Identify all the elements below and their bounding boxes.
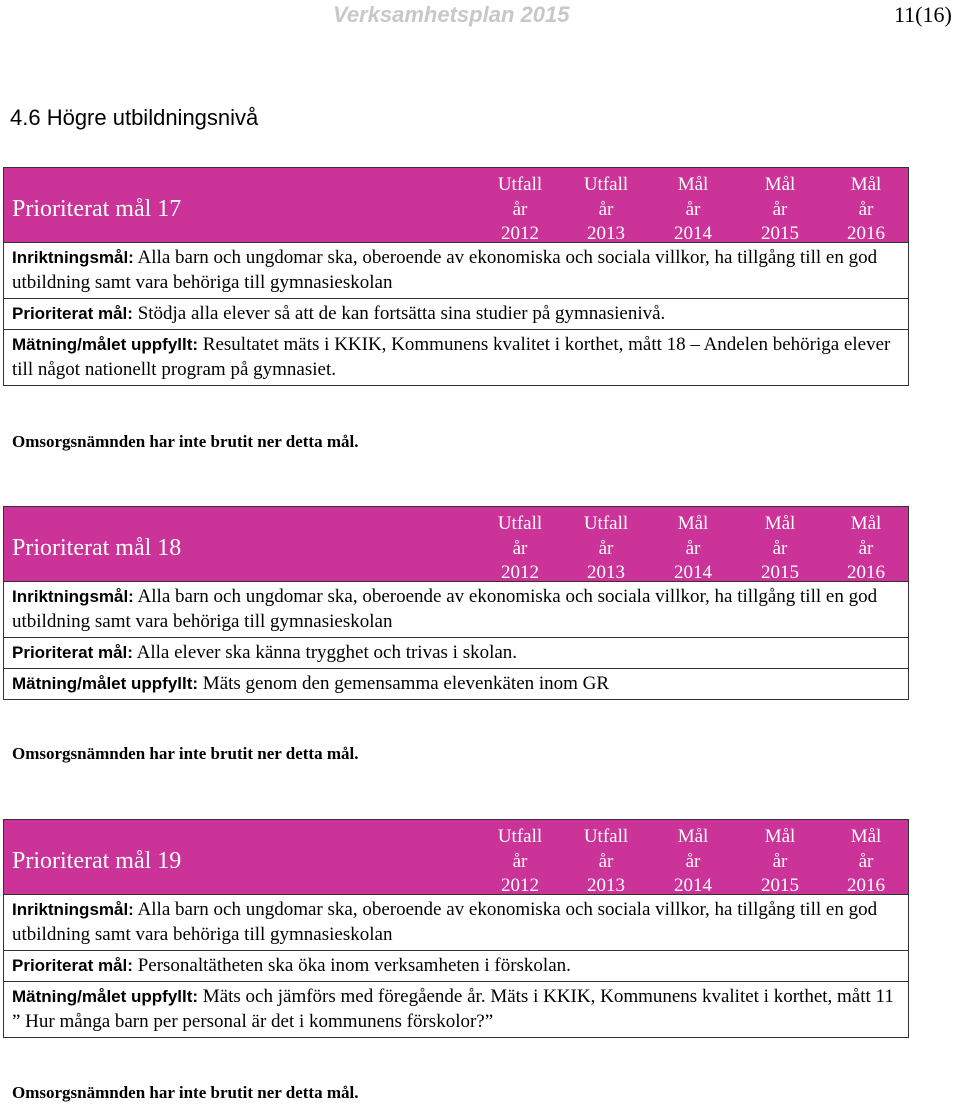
goal-header bbox=[4, 507, 908, 582]
inriktningsmal-row: Inriktningsmål: Alla barn och ungdomar ska, oberoende av ekonomiska och sociala villkor, ha tillgång till en god utbildning samt vara behöriga till gymnasieskolan bbox=[4, 243, 908, 299]
column-header: Utfall år 2013 bbox=[583, 174, 629, 244]
goal-table-19 bbox=[3, 819, 909, 1038]
goal-header bbox=[4, 820, 908, 895]
inriktningsmal-row: Inriktningsmål: Alla barn och ungdomar ska, oberoende av ekonomiska och sociala villkor, ha tillgång till en god utbildning samt vara behöriga till gymnasieskolan bbox=[4, 582, 908, 638]
goal-table-18 bbox=[3, 506, 909, 700]
column-header: Mål år 2014 bbox=[674, 826, 712, 896]
goal-table-17 bbox=[3, 167, 909, 386]
goal-note: Omsorgsnämnden har inte brutit ner detta mål. bbox=[12, 1083, 359, 1102]
column-header: Mål år 2015 bbox=[761, 513, 799, 583]
matning-row: Mätning/målet uppfyllt: Mäts och jämförs med föregående år. Mäts i KKIK, Kommunens kvalitet i korthet, mått 11 ” Hur många barn per personal är det i kommunens förskolor?” bbox=[12, 986, 894, 1032]
column-header: Utfall år 2012 bbox=[497, 174, 543, 244]
matning-row: Mätning/målet uppfyllt: Resultatet mäts i KKIK, Kommunens kvalitet i korthet, mått 18 – Andelen behöriga elever till något nationellt program på gymnasiet. bbox=[12, 334, 891, 380]
column-header: Utfall år 2013 bbox=[583, 513, 629, 583]
document-header-title: Verksamhetsplan 2015 bbox=[333, 2, 570, 27]
prioriterat-mal-row: Prioriterat mål: Stödja alla elever så att de kan fortsätta sina studier på gymnasienivå. bbox=[4, 299, 908, 330]
section-heading: 4.6 Högre utbildningsnivå bbox=[10, 105, 259, 130]
column-header: Utfall år 2013 bbox=[583, 826, 629, 896]
column-header: Mål år 2015 bbox=[761, 174, 799, 244]
column-header: Utfall år 2012 bbox=[497, 826, 543, 896]
goal-title: Prioriterat mål 18 bbox=[12, 535, 182, 561]
goal-note: Omsorgsnämnden har inte brutit ner detta mål. bbox=[12, 744, 359, 763]
column-header: Mål år 2016 bbox=[847, 826, 885, 896]
matning-row: Mätning/målet uppfyllt: Mäts genom den gemensamma elevenkäten inom GR bbox=[12, 673, 610, 694]
column-header: Utfall år 2012 bbox=[497, 513, 543, 583]
column-header: Mål år 2016 bbox=[847, 513, 885, 583]
goal-title: Prioriterat mål 19 bbox=[12, 848, 182, 874]
column-header: Mål år 2016 bbox=[847, 174, 885, 244]
column-header: Mål år 2015 bbox=[761, 826, 799, 896]
column-header: Mål år 2014 bbox=[674, 174, 712, 244]
page-number: 11(16) bbox=[894, 2, 952, 27]
goal-note: Omsorgsnämnden har inte brutit ner detta mål. bbox=[12, 432, 359, 451]
prioriterat-mal-row: Prioriterat mål: Alla elever ska känna trygghet och trivas i skolan. bbox=[4, 638, 908, 669]
goal-header bbox=[4, 168, 908, 243]
goal-title: Prioriterat mål 17 bbox=[12, 196, 182, 222]
column-header: Mål år 2014 bbox=[674, 513, 712, 583]
inriktningsmal-row: Inriktningsmål: Alla barn och ungdomar ska, oberoende av ekonomiska och sociala villkor, ha tillgång till en god utbildning samt vara behöriga till gymnasieskolan bbox=[4, 895, 908, 951]
prioriterat-mal-row: Prioriterat mål: Personaltätheten ska öka inom verksamheten i förskolan. bbox=[4, 951, 908, 982]
